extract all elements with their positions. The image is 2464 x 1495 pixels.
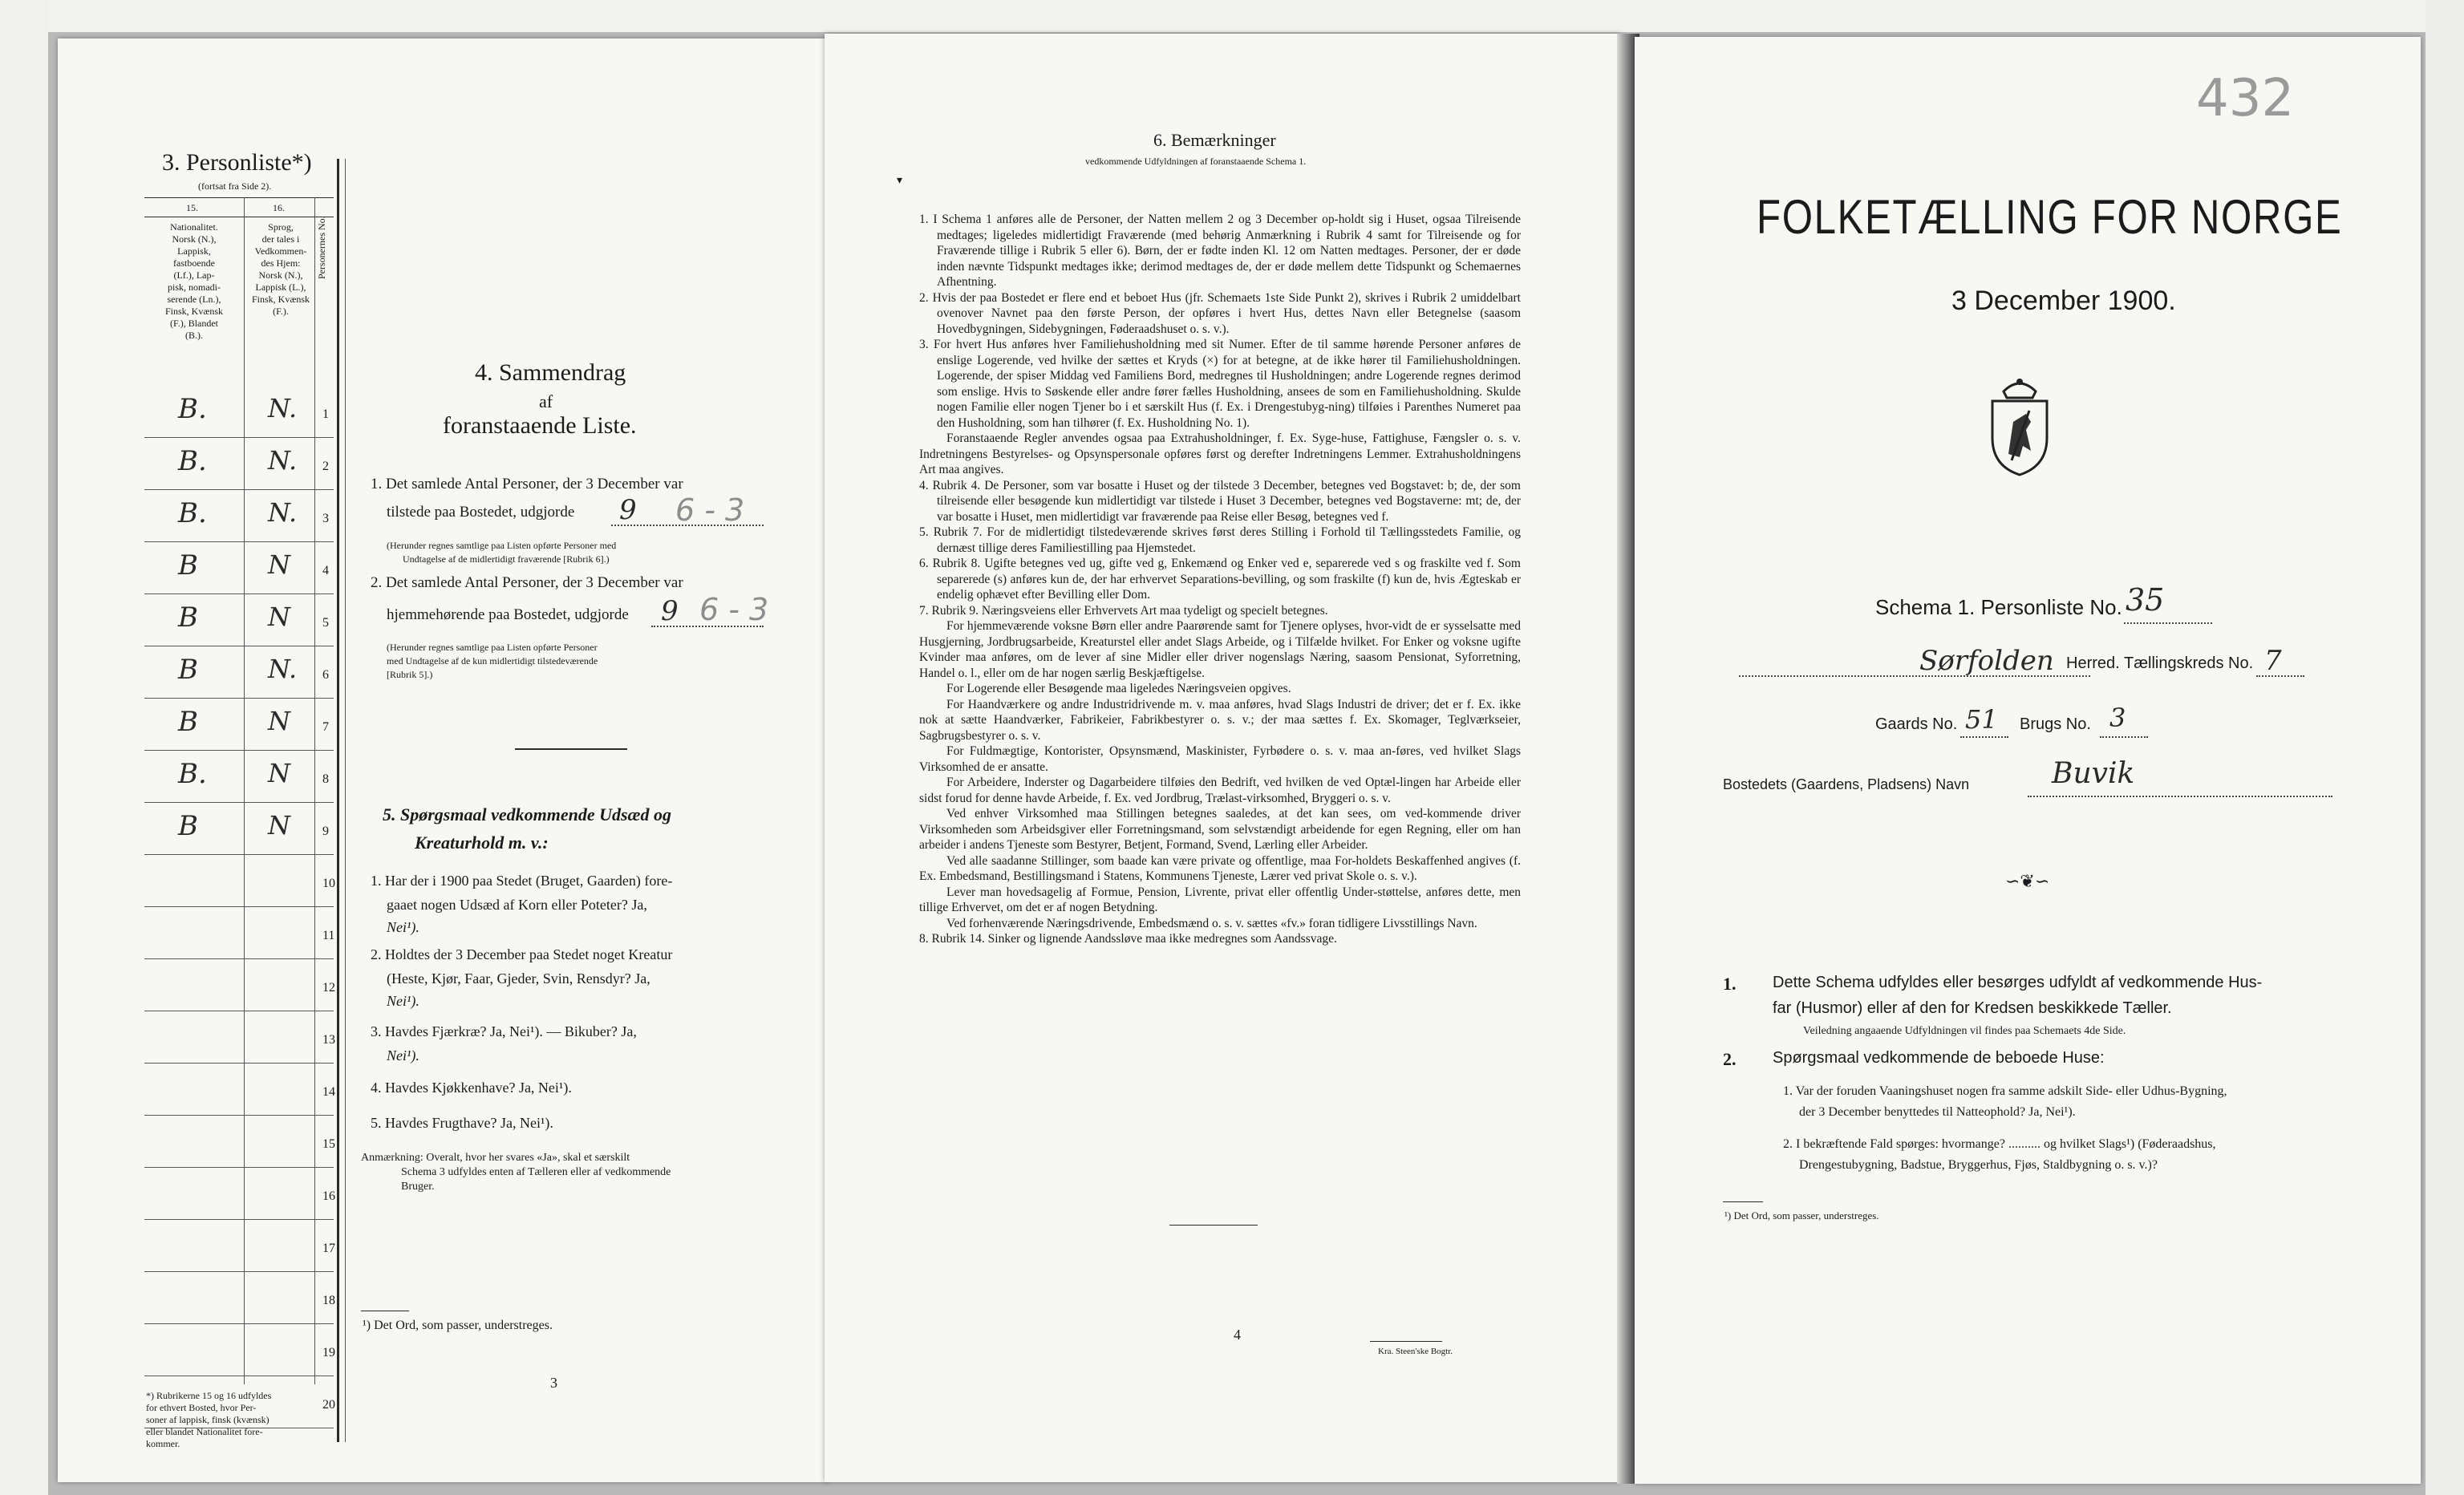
instr2-q2-line1: 2. I bekræftende Fald spørges: hvormange? .......... og hvilket Slags¹) (Føderaadshus, [1783, 1137, 2216, 1151]
row-person-number: 4 [322, 564, 329, 577]
remark-paragraph: 8. Rubrik 14. Sinker og lignende Aandssløve maa ikke medregnes som Aandssvage. [919, 932, 1337, 946]
bosted-label: Bostedets (Gaardens, Pladsens) Navn [1723, 776, 1970, 792]
row-person-number: 3 [322, 512, 329, 525]
instr2-q1-line2: der 3 December benyttedes til Natteophold? Ja, Nei¹). [1799, 1105, 2076, 1119]
remark-paragraph: Foranstaaende Regler anvendes ogsaa paa Extrahusholdninger, f. Ex. Syge-huse, Fattighuse, Fængsler o. s. v. Indretningens Bestyrelses- og Opsynspersonale opføres først og derefter Indretningens Lemmer. Extrahusholdningens Art maa angives. [919, 431, 1521, 476]
row-divider [144, 1323, 334, 1324]
col16-header [247, 221, 314, 318]
anmerkning-3: Bruger. [401, 1181, 435, 1193]
middle-page-number: 4 [1234, 1327, 1241, 1343]
row-language: N. [268, 497, 298, 528]
remark-paragraph: 1. I Schema 1 anføres alle de Personer, der Natten mellem 2 og 3 December op-holdt sig i Huset, ogsaa Tilreisende medtages; ligeledes midlertidigt Fraværende (med behørig Anmærkning i Rubrik 4 samt for Tilreisende og for Fraværende tillige i Rubrik 5 eller 6). Børn, der er fødte inden Kl. 12 om Natten medtages. Personer, der er døde inden nævnte Tidspunkt medtages ikke; derimod medtages de, der er døde mellem dette Tidspunkt og Schemaernes Afhentning. [919, 213, 1521, 289]
divider [515, 748, 627, 750]
row-person-number: 6 [322, 668, 329, 682]
row-divider [144, 1219, 334, 1220]
instr2-title: Spørgsmaal vedkommende de beboede Huse: [1773, 1049, 2105, 1067]
remark-paragraph: 4. Rubrik 4. De Personer, som var bosatte i Huset og der tilstede 3 December, betegnes ved Bogstavet: b; de, der som tilreisende eller besøgende kun midlertidigt var tilstede i Huset 3 December, betegnes ved Bogstaverne: mt; de, der var bosatte i Huset, men midlertidigt var fraværende paa Reise eller Besøg, betegnes ved f. [919, 478, 1521, 524]
q4: 4. Havdes Kjøkkenhave? Ja, Nei¹). [371, 1080, 572, 1096]
q3-line1: 3. Havdes Fjærkræ? Ja, Nei¹). — Bikuber? Ja, [371, 1023, 637, 1039]
remark-paragraph: For Logerende eller Besøgende maa ligeledes Næringsveien opgives. [946, 682, 1291, 695]
col16-header-line: (F.). [273, 306, 289, 317]
left-page [58, 38, 828, 1482]
col16-header-line: Sprog, [268, 221, 294, 233]
row-language: N [268, 602, 290, 632]
q1-line2: gaaet nogen Udsæd af Korn eller Poteter? Ja, [387, 897, 647, 913]
remark-paragraph: For Arbeidere, Inderster og Dagarbeidere tilføies den Bedrift, ved hvilken de ved Optæl-lingen har Arbeide eller sidst forud for denne havde Arbeide, f. Ex. ved Jordbrug, Trælast-virksomhed, Bryggeri o. s. v. [919, 776, 1521, 805]
left-page-number: 3 [550, 1375, 557, 1391]
kreds-label: Tællingskreds No. [2124, 654, 2254, 672]
row-person-number: 13 [322, 1033, 335, 1047]
q2-line3: Nei¹). [387, 993, 419, 1009]
row-person-number: 11 [322, 929, 335, 942]
col16-header-line: des Hjem: [261, 257, 301, 269]
right-page [1635, 37, 2421, 1484]
row-language: N [268, 549, 290, 580]
row-person-number: 5 [322, 616, 329, 630]
brugs-value: 3 [2109, 703, 2126, 733]
row-language: N [268, 706, 290, 736]
row-nationality: B. [178, 758, 207, 790]
printer-credit: Kra. Steen'ske Bogtr. [1378, 1347, 1453, 1356]
col16-header-line: Vedkommen- [254, 245, 307, 257]
q1-line1: 1. Har der i 1900 paa Stedet (Bruget, Gaarden) fore- [371, 873, 673, 889]
right-footnote: ¹) Det Ord, som passer, understreges. [1724, 1209, 1879, 1222]
summary-item1-line1: 1. Det samlede Antal Personer, der 3 December var [371, 476, 683, 492]
summary-item2-note1: (Herunder regnes samtlige paa Listen opførte Personer [387, 642, 598, 653]
row-person-number: 12 [322, 981, 335, 995]
anmerkning-2: Schema 3 udfyldes enten af Tælleren eller af vedkommende [401, 1166, 671, 1178]
row-person-number: 16 [322, 1189, 335, 1203]
instr1-note: Veiledning angaaende Udfyldningen vil findes paa Schemaets 4de Side. [1803, 1025, 2126, 1037]
summary-item2-note3: [Rubrik 5].) [387, 669, 433, 680]
row-language: N. [268, 654, 298, 684]
row-divider [144, 489, 334, 490]
row-nationality: B [178, 549, 198, 581]
row-person-number: 9 [322, 824, 329, 838]
left-footnote-line: kommer. [146, 1438, 180, 1449]
remarks-body [919, 212, 1521, 947]
schema-number: 35 [2126, 582, 2165, 618]
schema-label: Schema 1. Personliste No. [1875, 595, 2122, 619]
left-footnote-line: *) Rubrikerne 15 og 16 udfyldes [146, 1390, 272, 1401]
remark-paragraph: For Haandværkere og andre Industridrivende m. v. maa anføres, hvad Slags Industri de driver; det er f. Ex. ikke nok at sætte Haandværker, Fabrikeier, Fabrikbestyrer o. s. v.; der maa sættes f. Ex. Skomager, Teglværkseier, Sagbrugsbestyrer o. s. v. [919, 697, 1521, 743]
row-divider [144, 750, 334, 751]
row-person-number: 10 [322, 877, 335, 890]
remark-paragraph: Ved forhenværende Næringsdrivende, Embedsmænd o. s. v. sættes «fv.» foran tidligere Livsstillings Navn. [946, 916, 1477, 930]
remark-paragraph: Ved enhver Virksomhed maa Stillingen betegnes saaledes, at det kan sees, om ved-kommende driver Virksomheden som Arbeidsgiver eller Forretningsmand, som selvstændigt arbeidende for egen Regning, eller om han arbeider i andens Tjeneste som Bestyrer, Betjent, Formand, Svend, Lærling eller Arbeider. [919, 807, 1521, 852]
anmerkning-1: Anmærkning: Overalt, hvor her svares «Ja», skal et særskilt [361, 1152, 630, 1164]
census-date: 3 December 1900. [1951, 286, 2176, 316]
row-divider [144, 1063, 334, 1064]
col16-header-line: Norsk (N.), [258, 269, 303, 281]
left-footnote-line: soner af lappisk, finsk (kvænsk) [146, 1414, 270, 1425]
row-divider [144, 1167, 334, 1168]
row-person-number: 17 [322, 1242, 335, 1255]
row-divider [144, 1375, 334, 1376]
col15-header-line: Finsk, Kvænsk [164, 306, 224, 317]
section3-title: 3. Personliste*) [162, 149, 312, 176]
summary-item1-note2: Undtagelse af de midlertidigt fraværende [Rubrik 6].) [403, 553, 610, 565]
summary-item2-value: 9 [661, 595, 679, 627]
col15-header-line: fastboende [173, 257, 215, 269]
summary-item2-note2: med Undtagelse af de kun midlertidigt tilstedeværende [387, 655, 598, 666]
row-person-number: 20 [322, 1398, 335, 1412]
coat-of-arms-icon [1980, 374, 2060, 478]
middle-page [825, 34, 1620, 1482]
section4-subtitle: foranstaaende Liste. [443, 412, 637, 439]
q3-line2: Nei¹). [387, 1047, 419, 1064]
remarks-title: 6. Bemærkninger [1153, 130, 1276, 150]
remark-paragraph: 3. For hvert Hus anføres hver Familiehusholdning med sit Numer. Efter de til samme hørende Personer anføres de enslige Logerende, ved hvilke der sættes et Kryds (×) for at betegne, at de ikke hører til Familiehusholdningen. Logerende, der spiser Middag ved Familiens Bord, medregnes til Husholdningen; andre Logerende regnes derimod som enslige. Hvis to Søskende eller andre fører fælles Husholdning, ansees de som en Familiehusholdning. Skulde nogen Familie eller nogen Tjener bo i et særskilt Hus (f. Ex. i Drengestubyg-ning) tilføies i Parenthes Numeret paa den Husholdning, som han tilhører (f. Ex. Husholdning No. 1). [919, 338, 1521, 430]
summary-item1-pencil: 6 - 3 [675, 492, 745, 528]
summary-item1-note1: (Herunder regnes samtlige paa Listen opførte Personer med [387, 540, 617, 551]
row-nationality: B. [178, 445, 207, 477]
col15-header-line: (B.). [185, 330, 203, 341]
row-person-number: 8 [322, 772, 329, 786]
summary-item2-line2: hjemmehørende paa Bostedet, udgjorde [387, 606, 629, 623]
row-divider [144, 541, 334, 542]
instr2-q2-line2: Drengestubygning, Badstue, Bryggerhus, Fjøs, Staldbygning o. s. v.)? [1799, 1158, 2158, 1172]
summary-item2-line1: 2. Det samlede Antal Personer, der 3 December var [371, 574, 683, 591]
col-personnr-header: Personernes No. [316, 216, 327, 279]
ornament-icon: ∽❦∽ [2005, 871, 2050, 891]
q5: 5. Havdes Frugthave? Ja, Nei¹). [371, 1115, 553, 1131]
brugs-label: Brugs No. [2020, 715, 2091, 733]
row-language: N [268, 810, 290, 841]
remark-paragraph: 7. Rubrik 9. Næringsveiens eller Erhvervets Art maa tydeligt og specielt betegnes. [919, 603, 1328, 618]
row-divider [144, 906, 334, 907]
q2-line1: 2. Holdtes der 3 December paa Stedet noget Kreatur [371, 946, 673, 962]
section5-title2: Kreaturhold m. v.: [415, 833, 549, 853]
col15-header-line: Nationalitet. [170, 221, 218, 233]
col15-header-line: pisk, nomadi- [168, 282, 221, 293]
herred-label: Herred. [2066, 654, 2120, 672]
instr1-line1: Dette Schema udfyldes eller besørges udfyldt af vedkommende Hus- [1773, 974, 2263, 991]
row-divider [144, 1271, 334, 1272]
gaards-value: 51 [1965, 704, 1998, 735]
row-nationality: B. [178, 393, 207, 425]
instr1-line2: far (Husmor) eller af den for Kredsen beskikkede Tæller. [1773, 999, 2172, 1017]
row-divider [144, 958, 334, 959]
q2-line2: (Heste, Kjør, Faar, Gjeder, Svin, Rensdyr? Ja, [387, 970, 650, 987]
row-person-number: 7 [322, 720, 329, 734]
col16-number: 16. [273, 202, 285, 213]
remark-paragraph: 2. Hvis der paa Bostedet er flere end et beboet Hus (jfr. Schemaets 1ste Side Punkt 2), skrives i Rubrik 2 umiddelbart ovenover Navnet paa den første Person, der opføres i hvert Hus, dettes Navn eller Betegnelse (saasom Hovedbygningen, Sidebygningen, Føderaadshuset o. s. v.). [919, 290, 1521, 336]
scan-background-top [0, 0, 2464, 32]
bosted-value: Buvik [2052, 757, 2135, 790]
row-language: N. [268, 393, 298, 423]
row-person-number: 1 [322, 407, 329, 421]
remarks-divider [1169, 1225, 1258, 1226]
left-footnote2: ¹) Det Ord, som passer, understreges. [363, 1319, 553, 1332]
col15-header-line: (F.), Blandet [169, 318, 219, 329]
row-divider [144, 437, 334, 438]
row-divider [144, 1115, 334, 1116]
row-person-number: 2 [322, 460, 329, 473]
q1-line3: Nei¹). [387, 919, 419, 935]
left-footnote [146, 1390, 329, 1450]
section3-subtitle: (fortsat fra Side 2). [198, 180, 272, 192]
instr-number-1: 1. [1723, 974, 1737, 994]
herred-value: Sørfolden [1919, 645, 2054, 677]
row-person-number: 18 [322, 1294, 335, 1307]
col15-header-line: (Lf.), Lap- [173, 269, 215, 281]
section5-title: 5. Spørgsmaal vedkommende Udsæd og [383, 804, 671, 824]
left-footnote-line: eller blandet Nationalitet fore- [146, 1426, 263, 1437]
col16-header-line: der tales i [261, 233, 300, 245]
row-nationality: B [178, 810, 198, 842]
census-title: FOLKETÆLLING FOR NORGE [1757, 190, 2343, 244]
row-nationality: B [178, 602, 198, 634]
row-person-number: 15 [322, 1137, 335, 1151]
summary-item2-pencil: 6 - 3 [699, 592, 769, 627]
left-footnote-line: for ethvert Bosted, hvor Per- [146, 1402, 257, 1413]
instr2-q1-line1: 1. Var der foruden Vaaningshuset nogen fra samme adskilt Side- eller Udhus-Bygning, [1783, 1084, 2227, 1098]
gaards-label: Gaards No. [1875, 715, 1958, 733]
summary-item1-value: 9 [619, 494, 637, 526]
margin-mark: ▾ [897, 175, 903, 187]
col15-header-line: Norsk (N.), [172, 233, 217, 245]
section4-af: af [539, 391, 553, 411]
remark-paragraph: For hjemmeværende voksne Børn eller andre Paarørende samt for Tjenere oplyses, hvor-vidt de er sysselsatte med Husgjerning, Jordbrugsarbeide, Kreaturstel eller andet Slags Arbeide, og i Tilfælde hvilket. For Enker og voksne ugifte Kvinder maa anføres, om de lever af sine Midler eller driver nogenslags Næring, saasom Pensionat, Syforretning, Handel o. l., eller om de har nogen særlig Beskjæftigelse. [919, 619, 1521, 680]
remarks-subtitle: vedkommende Udfyldningen af foranstaaende Schema 1. [1085, 156, 1307, 167]
row-divider [144, 698, 334, 699]
instr-number-2: 2. [1723, 1049, 1737, 1069]
remark-paragraph: 6. Rubrik 8. Ugifte betegnes ved ug, gifte ved g, Enkemænd og Enker ved e, separerede ved s og fraskilte ved f. Som separerede (s) anføres kun de, der har erhvervet Separations-bevilling, og som fraskilte (f) kun de, hvis Ægteskab er endelig ophævet efter Bevilling eller Dom. [919, 557, 1521, 602]
row-nationality: B [178, 706, 198, 738]
row-divider [144, 802, 334, 803]
row-nationality: B. [178, 497, 207, 529]
scan-background-right [2426, 0, 2464, 1495]
kreds-value: 7 [2264, 645, 2282, 677]
row-divider [144, 854, 334, 855]
col16-header-line: Lappisk (L.), [255, 282, 306, 293]
section4-title: 4. Sammendrag [475, 359, 626, 386]
remark-paragraph: For Fuldmægtige, Kontorister, Opsynsmænd, Maskinister, Fyrbødere o. s. v. maa an-føres, ved hvilket Slags Virksomhed de er ansatte. [919, 744, 1521, 774]
scan-background-left [0, 0, 48, 1495]
col15-number: 15. [186, 202, 198, 213]
remark-paragraph: 5. Rubrik 7. For de midlertidigt tilstedeværende skrives først deres Stilling i Forhold til Tællingsstedets Familie, og dernæst tillige deres Familiestilling paa Hjemstedet. [919, 525, 1521, 555]
row-language: N [268, 758, 290, 788]
row-person-number: 19 [322, 1346, 335, 1359]
col15-header-line: serende (Ln.), [167, 294, 221, 305]
remark-paragraph: Ved alle saadanne Stillinger, som baade kan være private og offentlige, maa For-holdets Beskaffenhed angives (f. Ex. Embedsmand, Bestillingsmand i Statens, Kommunens Tjeneste, Lærer ved privat Skole o. s. v.). [919, 853, 1521, 883]
col16-header-line: Finsk, Kvænsk [251, 294, 310, 305]
col15-header-line: Lappisk, [177, 245, 211, 257]
row-nationality: B [178, 654, 198, 686]
summary-item1-line2: tilstede paa Bostedet, udgjorde [387, 504, 575, 521]
col15-header [146, 221, 242, 342]
row-person-number: 14 [322, 1085, 335, 1099]
row-language: N. [268, 445, 298, 476]
archive-number: 432 [2196, 69, 2295, 128]
remark-paragraph: Lever man hovedsagelig af Formue, Pension, Livrente, privat eller offentlig Under-støttelse, anføres dette, men tillige Erhvervet, om det er af nogen Betydning. [919, 885, 1521, 914]
